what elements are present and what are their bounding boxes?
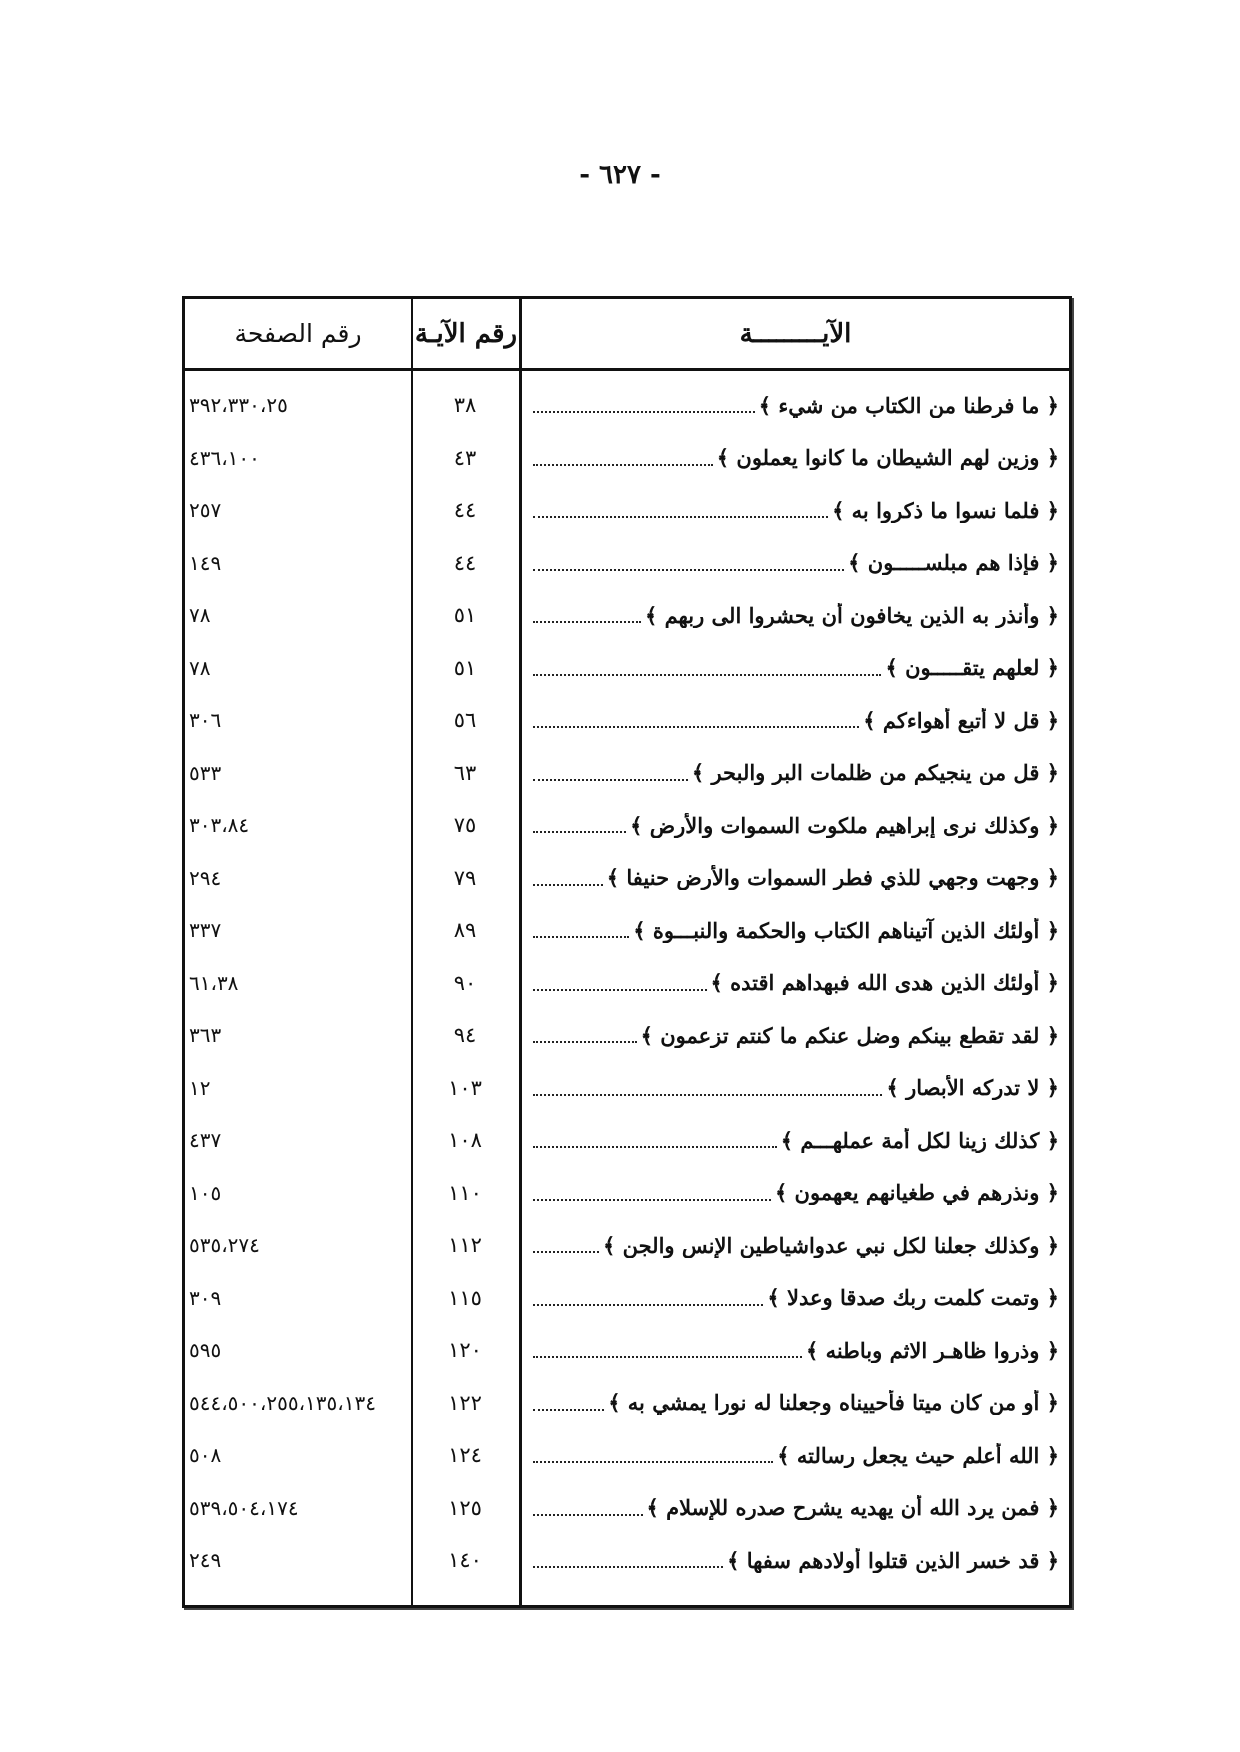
verse-text: ﴿ ما فرطنا من الكتاب من شيء ﴾: [758, 392, 1059, 418]
verse-cell: [519, 1075, 1069, 1100]
page-number-text: ٥٩٥: [189, 1338, 222, 1363]
verse-text: ﴿ لقد تقطع بينكم وضل عنكم ما كنتم تزعمون ﴾: [640, 1022, 1059, 1048]
page-number-text: ٢٤٩: [189, 1548, 222, 1573]
verse-cell: [519, 1390, 1069, 1415]
page-number-text: ٢٩٤: [189, 865, 222, 890]
verse-cell: [519, 498, 1069, 523]
verse-number-cell: ٥١: [453, 603, 477, 628]
page-number-cell: [185, 446, 411, 470]
table-row: [185, 642, 1069, 695]
page-number-text: ٧٨: [189, 603, 211, 628]
verse-number-cell: ٤٣: [453, 445, 477, 470]
verse-number-cell: ٩٤: [453, 1023, 477, 1048]
verse-number-cell: ٣٨: [453, 393, 477, 418]
page-number-text: ٣٠٦: [189, 708, 222, 733]
verse-number-cell: ٥١: [453, 655, 477, 680]
verse-cell: [519, 1495, 1069, 1520]
page-number-text: ٤٣٧: [189, 1128, 222, 1153]
page-number-text: ٣٣٧: [189, 918, 222, 943]
verse-number-cell: ١٢٥: [448, 1495, 482, 1520]
page-number-cell: [185, 708, 411, 732]
table-row: [185, 432, 1069, 485]
dot-leader: [533, 674, 881, 676]
table-row: [185, 957, 1069, 1010]
page-number-text: ١٤٩: [189, 550, 222, 575]
table-row: [185, 379, 1069, 432]
dot-leader: [533, 1041, 637, 1043]
header-verse: الآيـــــــــة: [519, 299, 1069, 368]
page-number-text: ٥٠٨: [189, 1443, 222, 1468]
page-number-cell: [185, 551, 411, 575]
verse-cell: [519, 1338, 1069, 1363]
page-number-cell: [185, 1286, 411, 1310]
dot-leader: [533, 569, 844, 571]
page-number-text: ٣٠٩: [189, 1285, 222, 1310]
verse-number-cell: ١٤٠: [448, 1548, 482, 1573]
dot-leader: [533, 779, 688, 781]
page-number-text: ١٠٥: [189, 1180, 222, 1205]
dot-leader: [533, 1409, 604, 1411]
page-number-cell: [185, 1023, 411, 1047]
page-number-text: ٢٥٧: [189, 498, 222, 523]
table-row: [185, 1429, 1069, 1482]
verse-cell: [519, 1180, 1069, 1205]
dot-leader: [533, 621, 641, 623]
page-number-cell: [185, 1391, 411, 1415]
table-row: [185, 694, 1069, 747]
page-number-text: ١٢: [189, 1075, 211, 1100]
page-number-text: ٧٨: [189, 655, 211, 680]
page-number-cell: [185, 393, 411, 417]
verse-cell: [519, 393, 1069, 418]
page-number-cell: [185, 1443, 411, 1467]
page-number-cell: [185, 866, 411, 890]
verse-text: ﴿ كذلك زينا لكل أمة عملهـــم ﴾: [780, 1127, 1059, 1153]
table-row: [185, 1114, 1069, 1167]
dot-leader: [533, 1461, 773, 1463]
page-number-text: ٣٩٢،٣٣٠،٢٥: [189, 393, 288, 418]
page-number-text: ٤٣٦،١٠٠: [189, 445, 260, 470]
dot-leader: [533, 884, 603, 886]
verse-index-table: [182, 296, 1072, 1608]
dot-leader: [533, 831, 626, 833]
verse-text: ﴿ قل لا أتبع أهواءكم ﴾: [863, 707, 1059, 733]
verse-cell: [519, 655, 1069, 680]
verse-cell: [519, 1233, 1069, 1258]
dot-leader: [533, 989, 707, 991]
dot-leader: [533, 411, 755, 413]
table-header-row: [185, 299, 1069, 371]
dot-leader: [533, 1304, 763, 1306]
table-row: [185, 799, 1069, 852]
verse-text: ﴿ الله أعلم حيث يجعل رسالته ﴾: [777, 1442, 1059, 1468]
page-number-text: ٥٣٣: [189, 760, 222, 785]
page-number-text: ٥٣٥،٢٧٤: [189, 1233, 260, 1258]
page-number-cell: [185, 1548, 411, 1572]
header-page-number: رقم الصفحة: [234, 319, 362, 348]
table-rows: [185, 379, 1069, 1587]
table-row: [185, 1482, 1069, 1535]
page-number-cell: [185, 1076, 411, 1100]
verse-number-cell: ١١٥: [448, 1285, 482, 1310]
verse-number-cell: ٥٦: [453, 708, 477, 733]
verse-number-cell: ٩٠: [453, 970, 477, 995]
verse-text: ﴿ لعلهم يتقـــــون ﴾: [885, 655, 1059, 681]
table-row: [185, 1009, 1069, 1062]
table-row: [185, 537, 1069, 590]
table-row: [185, 852, 1069, 905]
page-number-text: ٥٤٤،٥٠٠،٢٥٥،١٣٥،١٣٤: [189, 1390, 376, 1415]
verse-cell: [519, 708, 1069, 733]
page-number-cell: [185, 498, 411, 522]
verse-text: ﴿ وجهت وجهي للذي فطر السموات والأرض حنيفا ﴾: [606, 865, 1059, 891]
dot-leader: [533, 1251, 599, 1253]
page-number-cell: [185, 656, 411, 680]
verse-cell: [519, 813, 1069, 838]
verse-text: ﴿ قل من ينجيكم من ظلمات البر والبحر ﴾: [691, 760, 1059, 786]
dot-leader: [533, 936, 629, 938]
verse-text: ﴿ وزين لهم الشيطان ما كانوا يعملون ﴾: [716, 445, 1059, 471]
page-number-cell: [185, 1128, 411, 1152]
dot-leader: [533, 1146, 777, 1148]
page-number-text: ٣٦٣: [189, 1023, 222, 1048]
dot-leader: [533, 1514, 643, 1516]
verse-number-cell: ١٠٣: [448, 1075, 482, 1100]
page-number-cell: [185, 603, 411, 627]
page-number-cell: [185, 761, 411, 785]
table-row: [185, 1167, 1069, 1220]
verse-cell: [519, 1023, 1069, 1048]
header-verse-number: رقم الآيـة: [411, 299, 519, 368]
verse-number-cell: ١٢٢: [448, 1390, 482, 1415]
verse-text: ﴿ قد خسر الذين قتلوا أولادهم سفها ﴾: [727, 1547, 1059, 1573]
verse-text: ﴿ أو من كان ميتا فأحييناه وجعلنا له نورا يمشي به ﴾: [608, 1390, 1059, 1416]
table-row: [185, 589, 1069, 642]
verse-cell: [519, 760, 1069, 785]
verse-text: ﴿ وتمت كلمت ربك صدقا وعدلا ﴾: [767, 1285, 1059, 1311]
verse-number-cell: ٤٤: [453, 498, 477, 523]
verse-number-cell: ٦٣: [453, 760, 477, 785]
verse-number-cell: ١٢٠: [448, 1338, 482, 1363]
verse-text: ﴿ وكذلك جعلنا لكل نبي عدواشياطين الإنس والجن ﴾: [603, 1232, 1059, 1258]
verse-cell: [519, 970, 1069, 995]
verse-text: ﴿ وكذلك نرى إبراهيم ملكوت السموات والأرض ﴾: [630, 812, 1059, 838]
page-number-text: ٦١،٣٨: [189, 970, 239, 995]
verse-cell: [519, 1443, 1069, 1468]
verse-text: ﴿ فإذا هم مبلســـــون ﴾: [848, 550, 1059, 576]
dot-leader: [533, 516, 828, 518]
page-number-cell: [185, 1496, 411, 1520]
verse-number-cell: ٧٥: [453, 813, 477, 838]
page-number-cell: [185, 813, 411, 837]
table-row: [185, 747, 1069, 800]
page-number-cell: [185, 918, 411, 942]
verse-number-cell: ٧٩: [453, 865, 477, 890]
verse-cell: [519, 1285, 1069, 1310]
verse-text: ﴿ فلما نسوا ما ذكروا به ﴾: [832, 497, 1059, 523]
verse-text: ﴿ ونذرهم في طغيانهم يعهمون ﴾: [774, 1180, 1059, 1206]
verse-cell: [519, 1548, 1069, 1573]
verse-cell: [519, 918, 1069, 943]
dot-leader: [533, 464, 713, 466]
verse-number-cell: ١٢٤: [448, 1443, 482, 1468]
verse-text: ﴿ فمن يرد الله أن يهديه يشرح صدره للإسلام ﴾: [646, 1495, 1059, 1521]
verse-cell: [519, 550, 1069, 575]
verse-text: ﴿ وأنذر به الذين يخافون أن يحشروا الى ربهم ﴾: [644, 602, 1059, 628]
verse-text: ﴿ وذروا ظاهـر الاثم وباطنه ﴾: [805, 1337, 1059, 1363]
verse-cell: [519, 865, 1069, 890]
verse-number-cell: ٤٤: [453, 550, 477, 575]
dot-leader: [533, 1566, 723, 1568]
page-number-cell: [185, 971, 411, 995]
dot-leader: [533, 1199, 771, 1201]
verse-text: ﴿ لا تدركه الأبصار ﴾: [886, 1075, 1059, 1101]
table-row: [185, 904, 1069, 957]
dot-leader: [533, 1356, 802, 1358]
verse-cell: [519, 603, 1069, 628]
verse-cell: [519, 1128, 1069, 1153]
page-number-cell: [185, 1181, 411, 1205]
table-row: [185, 484, 1069, 537]
page-number-cell: [185, 1233, 411, 1257]
table-row: [185, 1377, 1069, 1430]
table-row: [185, 1272, 1069, 1325]
page-number: - ٦٢٧ -: [579, 160, 661, 190]
verse-number-cell: ١١٠: [448, 1180, 482, 1205]
verse-number-cell: ١٠٨: [448, 1128, 482, 1153]
page-number-text: ٣٠٣،٨٤: [189, 813, 250, 838]
dot-leader: [533, 726, 859, 728]
dot-leader: [533, 1094, 882, 1096]
table-row: [185, 1219, 1069, 1272]
verse-text: ﴿ أولئك الذين هدى الله فبهداهم اقتده ﴾: [710, 970, 1059, 996]
verse-cell: [519, 445, 1069, 470]
verse-number-cell: ٨٩: [453, 918, 477, 943]
table-row: [185, 1062, 1069, 1115]
verse-number-cell: ١١٢: [448, 1233, 482, 1258]
table-row: [185, 1324, 1069, 1377]
page-number-text: ٥٣٩،٥٠٤،١٧٤: [189, 1495, 299, 1520]
verse-text: ﴿ أولئك الذين آتيناهم الكتاب والحكمة والنبـــوة ﴾: [633, 917, 1059, 943]
page-number-cell: [185, 1338, 411, 1362]
table-row: [185, 1534, 1069, 1587]
